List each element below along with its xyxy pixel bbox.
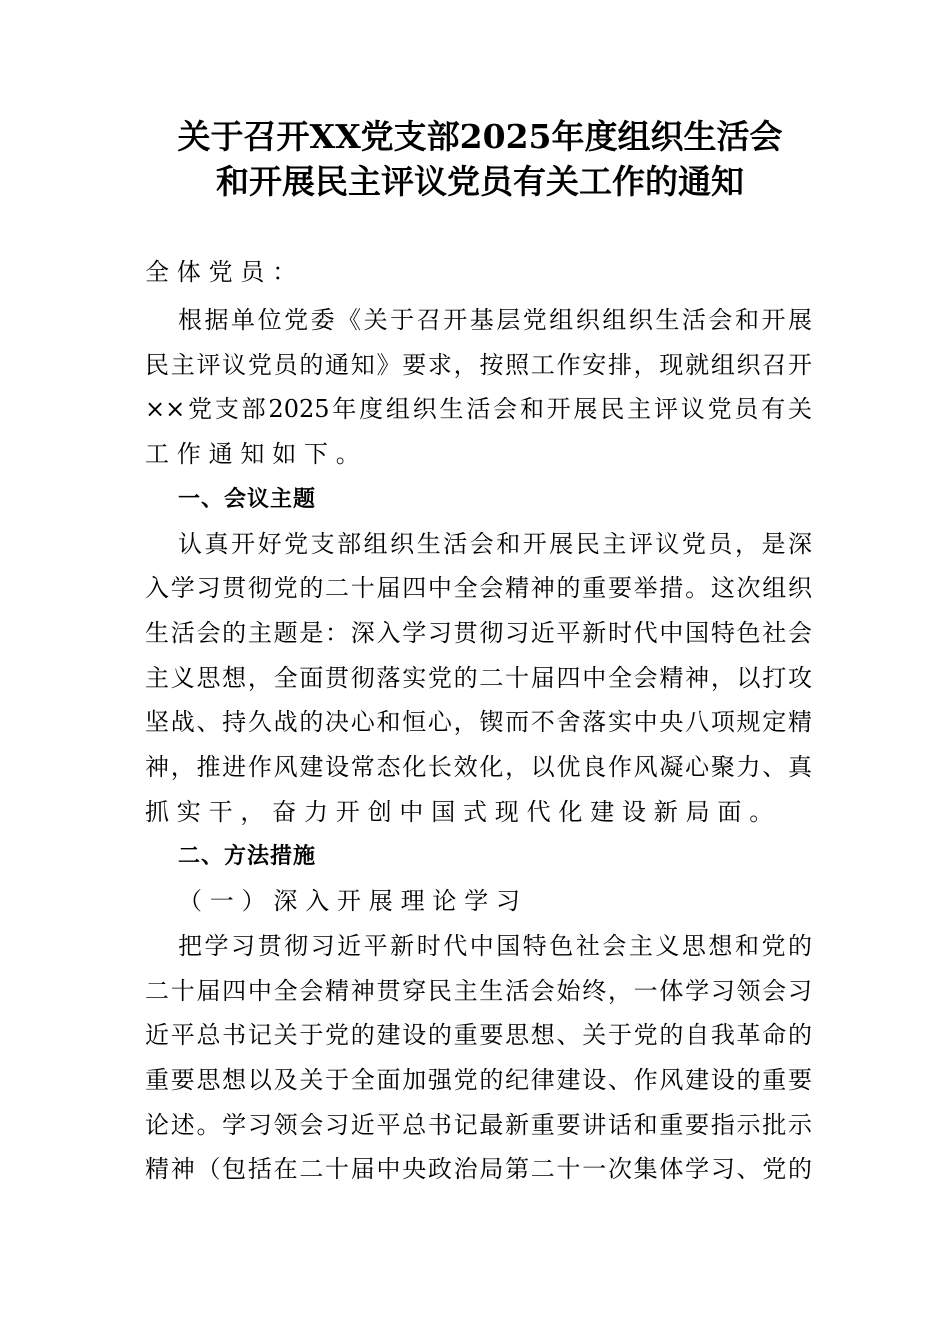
body-text-line: 二十届四中全会精神贯穿民主生活会始终，一体学习领会习 [145, 976, 812, 1005]
document-title-line-2: 和开展民主评议党员有关工作的通知 [216, 162, 744, 201]
body-text-line: （一）深入开展理论学习 [178, 887, 528, 916]
body-text-line: 近平总书记关于党的建设的重要思想、关于党的自我革命的 [145, 1021, 812, 1050]
document-title-line-1: 关于召开XX党支部2025年度组织生活会 [177, 117, 783, 156]
body-text-line: 把学习贯彻习近平新时代中国特色社会主义思想和党的 [178, 931, 812, 960]
body-text-line: 抓实干，奋力开创中国式现代化建设新局面。 [145, 797, 781, 826]
body-text-line: 民主评议党员的通知》要求，按照工作安排，现就组织召开 [145, 350, 812, 379]
body-text-line: 精神（包括在二十届中央政治局第二十一次集体学习、党的 [145, 1155, 812, 1184]
body-text-line: 认真开好党支部组织生活会和开展民主评议党员，是深 [178, 529, 812, 558]
section-heading: 一、会议主题 [178, 486, 317, 512]
salutation: 全体党员： [145, 258, 304, 286]
body-text-line: ××党支部2025年度组织生活会和开展民主评议党员有关 [145, 395, 812, 424]
body-text-line: 论述。学习领会习近平总书记最新重要讲话和重要指示批示 [145, 1110, 812, 1139]
body-text-line: 工作通知如下。 [145, 440, 368, 469]
body-text-line: 主义思想，全面贯彻落实党的二十届四中全会精神，以打攻 [145, 663, 812, 692]
body-text-line: 入学习贯彻党的二十届四中全会精神的重要举措。这次组织 [145, 574, 812, 603]
section-heading: 二、方法措施 [178, 844, 317, 870]
body-text-line: 重要思想以及关于全面加强党的纪律建设、作风建设的重要 [145, 1065, 812, 1094]
body-text-line: 神，推进作风建设常态化长效化，以优良作风凝心聚力、真 [145, 753, 812, 781]
body-text-line: 坚战、持久战的决心和恒心，锲而不舍落实中央八项规定精 [145, 708, 812, 737]
body-text-line: 根据单位党委《关于召开基层党组织组织生活会和开展 [178, 306, 812, 334]
body-text-line: 生活会的主题是：深入学习贯彻习近平新时代中国特色社会 [145, 618, 812, 647]
